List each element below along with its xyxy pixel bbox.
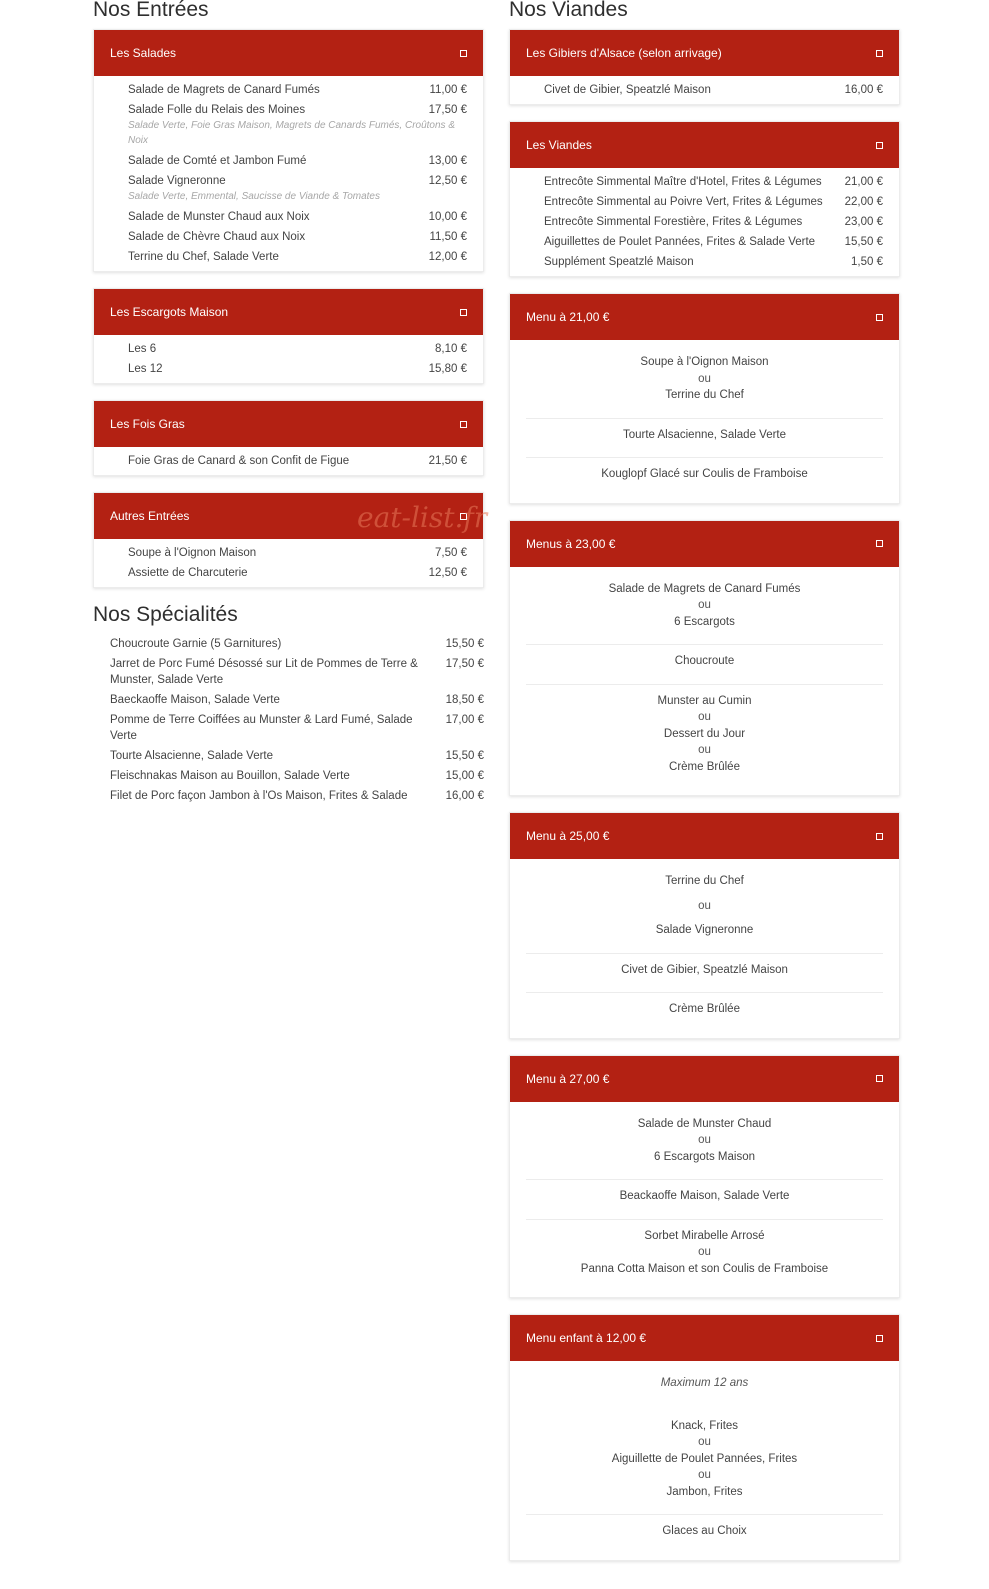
panel-menu-enfant-body xyxy=(510,1361,899,1560)
menu-item: Aiguillettes de Poulet Pannées, Frites & Salade Verte 15,50 € xyxy=(544,236,883,248)
panel-viandes-header[interactable] xyxy=(510,122,899,168)
toggle-square-icon[interactable] xyxy=(460,309,467,316)
panel-escargots-title: Les Escargots Maison xyxy=(110,305,229,319)
specialites-title: Nos Spécialités xyxy=(93,603,238,626)
panel-autres-entrees-title: Autres Entrées xyxy=(110,509,190,523)
menu-course: Sorbet Mirabelle Arrosé ou Panna Cotta Maison et son Coulis de Framboise xyxy=(580,1229,829,1275)
panel-menu-25-title: Menu à 25,00 € xyxy=(526,829,610,843)
panel-menu-25-header[interactable] xyxy=(510,813,899,859)
menu-item: Civet de Gibier, Speatzlé Maison 16,00 € xyxy=(544,84,883,96)
panel-menu-27-body xyxy=(510,1102,899,1298)
menu-item: Terrine du Chef, Salade Verte 12,00 € xyxy=(128,251,467,263)
menu-item: Tourte Alsacienne, Salade Verte 15,50 € xyxy=(110,750,484,762)
panel-foie-gras-header[interactable] xyxy=(94,401,483,447)
toggle-square-icon[interactable] xyxy=(876,833,883,840)
menu-item: Salade de Chèvre Chaud aux Noix 11,50 € xyxy=(128,231,467,243)
item-description: Salade Verte, Foie Gras Maison, Magrets de Canards Fumés, Croûtons & Noix xyxy=(128,120,455,146)
menu-course: Soupe à l'Oignon Maison ou Terrine du Chef xyxy=(526,346,883,419)
panel-menu-23-header[interactable] xyxy=(510,521,899,567)
menu-item: Salade Folle du Relais des Moines 17,50 € xyxy=(128,104,467,116)
toggle-square-icon[interactable] xyxy=(876,314,883,321)
panel-menu-27 xyxy=(509,1055,900,1299)
item-description: Salade Verte, Emmental, Saucisse de Viande & Tomates xyxy=(128,191,380,202)
panel-viandes-body xyxy=(510,168,899,276)
panel-salades xyxy=(93,29,484,272)
menu-course: Munster au Cumin ou Dessert du Jour ou Crème Brûlée xyxy=(657,694,752,773)
menu-item: Salade Vigneronne 12,50 € xyxy=(128,175,467,187)
menu-item: Choucroute Garnie (5 Garnitures) 15,50 € xyxy=(110,638,484,650)
specialites-list xyxy=(93,634,484,806)
panel-foie-gras-title: Les Fois Gras xyxy=(110,417,185,431)
toggle-square-icon[interactable] xyxy=(876,50,883,57)
menu-item: Filet de Porc façon Jambon à l'Os Maison, Frites & Salade 16,00 € xyxy=(110,790,484,802)
panel-menu-27-title: Menu à 27,00 € xyxy=(526,1071,610,1086)
toggle-square-icon[interactable] xyxy=(876,1335,883,1342)
panel-menu-23-title: Menus à 23,00 € xyxy=(526,536,616,551)
menu-item: Baeckaoffe Maison, Salade Verte 18,50 € xyxy=(110,694,484,706)
watermark-text: eat-list.fr xyxy=(357,501,488,534)
panel-viandes xyxy=(509,121,900,277)
menu-course: Glaces au Choix xyxy=(662,1525,747,1537)
panel-menu-25 xyxy=(509,812,900,1039)
panel-menu-enfant-title: Menu enfant à 12,00 € xyxy=(526,1331,647,1345)
menu-item: Salade de Munster Chaud aux Noix 10,00 € xyxy=(128,211,467,223)
entrees-title: Nos Entrées xyxy=(93,0,209,21)
panel-foie-gras-body xyxy=(94,447,483,475)
menu-item: Fleischnakas Maison au Bouillon, Salade Verte 15,00 € xyxy=(110,770,484,782)
panel-menu-21-header[interactable] xyxy=(510,294,899,340)
panel-escargots xyxy=(93,288,484,384)
menu-course: Beackaoffe Maison, Salade Verte xyxy=(526,1180,883,1220)
panel-autres-entrees-body xyxy=(94,539,483,587)
toggle-square-icon[interactable] xyxy=(876,1075,883,1082)
panel-escargots-header[interactable] xyxy=(94,289,483,335)
right-column xyxy=(509,0,900,1577)
menu-course: Tourte Alsacienne, Salade Verte xyxy=(526,419,883,459)
menu-item: Entrecôte Simmental Forestière, Frites & Légumes 23,00 € xyxy=(544,216,883,228)
panel-menu-23-body xyxy=(510,567,899,796)
panel-gibiers-body xyxy=(510,76,899,104)
menu-course: Choucroute xyxy=(526,645,883,685)
panel-menu-enfant xyxy=(509,1314,900,1561)
menu-course: Salade de Munster Chaud ou 6 Escargots Maison xyxy=(526,1108,883,1181)
menu-item: Salade de Comté et Jambon Fumé 13,00 € xyxy=(128,155,467,167)
menu-item: Jarret de Porc Fumé Désossé sur Lit de Pommes de Terre & Munster, Salade Verte 17,50 € xyxy=(110,658,484,686)
toggle-square-icon[interactable] xyxy=(460,50,467,57)
panel-menu-23 xyxy=(509,520,900,797)
panel-gibiers-title: Les Gibiers d'Alsace (selon arrivage) xyxy=(526,46,722,60)
panel-salades-title: Les Salades xyxy=(110,46,177,60)
menu-item: Foie Gras de Canard & son Confit de Figue 21,50 € xyxy=(128,455,467,467)
panel-gibiers-header[interactable] xyxy=(510,30,899,76)
menu-item: Pomme de Terre Coiffées au Munster & Lard Fumé, Salade Verte 17,00 € xyxy=(110,714,484,742)
menu-item: Entrecôte Simmental Maître d'Hotel, Frites & Légumes 21,00 € xyxy=(544,176,883,188)
panel-viandes-title: Les Viandes xyxy=(526,138,592,152)
menu-item: Soupe à l'Oignon Maison 7,50 € xyxy=(128,547,467,559)
panel-menu-21-body xyxy=(510,340,899,503)
panel-salades-header[interactable] xyxy=(94,30,483,76)
menu-item: Assiette de Charcuterie 12,50 € xyxy=(128,567,467,579)
menu-course: Crème Brûlée xyxy=(669,1003,740,1015)
panel-salades-body xyxy=(94,76,483,271)
panel-foie-gras xyxy=(93,400,484,476)
menu-course: Knack, Frites ou Aiguillette de Poulet Pannées, Frites ou Jambon, Frites xyxy=(526,1410,883,1516)
panel-menu-27-header[interactable] xyxy=(510,1056,899,1102)
left-column xyxy=(93,0,484,806)
panel-gibiers xyxy=(509,29,900,105)
menu-course: Salade de Magrets de Canard Fumés ou 6 Escargots xyxy=(526,573,883,646)
menu-item: Entrecôte Simmental au Poivre Vert, Frites & Légumes 22,00 € xyxy=(544,196,883,208)
menu-note: Maximum 12 ans xyxy=(660,1377,749,1389)
menu-item: Les 6 8,10 € xyxy=(128,343,467,355)
toggle-square-icon[interactable] xyxy=(876,142,883,149)
menu-item: Les 12 15,80 € xyxy=(128,363,467,375)
panel-menu-enfant-header[interactable] xyxy=(510,1315,899,1361)
panel-menu-21-title: Menu à 21,00 € xyxy=(526,310,610,324)
menu-course: Civet de Gibier, Speatzlé Maison xyxy=(526,954,883,994)
panel-menu-21 xyxy=(509,293,900,504)
menu-item: Supplément Speatzlé Maison 1,50 € xyxy=(544,256,883,268)
panel-menu-25-body xyxy=(510,859,899,1038)
panel-escargots-body xyxy=(94,335,483,383)
toggle-square-icon[interactable] xyxy=(460,421,467,428)
menu-course: Kouglopf Glacé sur Coulis de Framboise xyxy=(601,468,808,480)
toggle-square-icon[interactable] xyxy=(876,540,883,547)
viandes-title: Nos Viandes xyxy=(509,0,628,21)
menu-item: Salade de Magrets de Canard Fumés 11,00 € xyxy=(128,84,467,96)
menu-course: Terrine du Chef ou Salade Vigneronne xyxy=(526,865,883,954)
